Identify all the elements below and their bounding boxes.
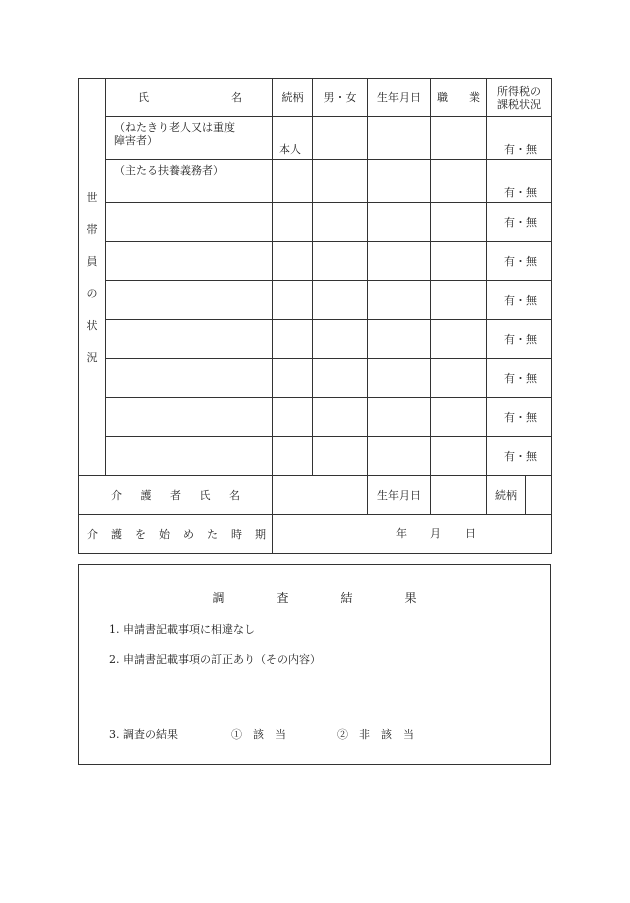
row-name[interactable]	[106, 281, 273, 320]
side-char: 世	[86, 190, 98, 204]
option-applicable[interactable]: ① 該 当	[231, 728, 286, 741]
side-char: 帯	[86, 222, 98, 236]
row-name[interactable]	[106, 437, 273, 476]
row-gender[interactable]	[313, 242, 368, 281]
header-job: 職 業	[431, 79, 487, 117]
result-item-3: 3. 調査の結果 ① 該 当 ② 非 該 当	[109, 728, 414, 741]
row-tax[interactable]: 有・無	[487, 437, 552, 476]
row-relation[interactable]	[273, 281, 313, 320]
row-birth[interactable]	[368, 359, 431, 398]
row1-birth[interactable]	[368, 117, 431, 160]
row-job[interactable]	[431, 203, 487, 242]
row-tax[interactable]: 有・無	[487, 203, 552, 242]
row-birth[interactable]	[368, 320, 431, 359]
caregiver-name-label: 介 護 者 氏 名	[79, 476, 273, 515]
row-name[interactable]	[106, 320, 273, 359]
caregiver-relation-label: 続柄	[487, 476, 526, 515]
option-not-applicable[interactable]: ② 非 該 当	[337, 728, 414, 741]
care-start-label: 介 護 を 始 め た 時 期	[79, 515, 273, 554]
row-job[interactable]	[431, 281, 487, 320]
row-tax[interactable]: 有・無	[487, 398, 552, 437]
header-tax: 所得税の 課税状況	[487, 79, 552, 117]
household-side-label	[79, 79, 106, 476]
row2-tax[interactable]: 有・無	[487, 160, 552, 203]
result-item-1: 1. 申請書記載事項に相違なし	[109, 623, 255, 636]
row-job[interactable]	[431, 437, 487, 476]
row1-name-note: （ねたきり老人又は重度 障害者）	[106, 117, 273, 160]
month-label: 月	[430, 527, 441, 540]
result-title: 調 査 結 果	[212, 591, 417, 605]
header-relation: 続柄	[273, 79, 313, 117]
row-gender[interactable]	[313, 398, 368, 437]
side-char: の	[86, 286, 98, 300]
side-char: 状	[86, 318, 98, 332]
row-job[interactable]	[431, 359, 487, 398]
day-label: 日	[465, 527, 476, 540]
header-birth: 生年月日	[368, 79, 431, 117]
row-relation[interactable]	[273, 320, 313, 359]
caregiver-name-field[interactable]	[273, 476, 368, 515]
row2-birth[interactable]	[368, 160, 431, 203]
row2-gender[interactable]	[313, 160, 368, 203]
row1-gender[interactable]	[313, 117, 368, 160]
row-name[interactable]	[106, 242, 273, 281]
row-relation[interactable]	[273, 242, 313, 281]
row-job[interactable]	[431, 398, 487, 437]
row-gender[interactable]	[313, 320, 368, 359]
header-name: 氏 名	[106, 79, 273, 117]
row-birth[interactable]	[368, 281, 431, 320]
caregiver-birth-label: 生年月日	[368, 476, 431, 515]
row-name[interactable]	[106, 398, 273, 437]
caregiver-relation-field[interactable]	[526, 476, 552, 515]
side-char: 員	[86, 254, 98, 268]
header-gender: 男・女	[313, 79, 368, 117]
row1-tax[interactable]: 有・無	[487, 117, 552, 160]
care-start-date[interactable]	[273, 515, 552, 554]
row-relation[interactable]	[273, 203, 313, 242]
row-birth[interactable]	[368, 398, 431, 437]
row-name[interactable]	[106, 359, 273, 398]
result-item-2: 2. 申請書記載事項の訂正あり（その内容）	[109, 653, 321, 666]
row-gender[interactable]	[313, 359, 368, 398]
row2-name-note: （主たる扶養義務者）	[106, 160, 273, 203]
row-birth[interactable]	[368, 242, 431, 281]
row-relation[interactable]	[273, 359, 313, 398]
row-gender[interactable]	[313, 281, 368, 320]
row-gender[interactable]	[313, 203, 368, 242]
row-tax[interactable]: 有・無	[487, 281, 552, 320]
year-label: 年	[396, 527, 407, 540]
household-table	[78, 78, 552, 554]
row-tax[interactable]: 有・無	[487, 359, 552, 398]
row-relation[interactable]	[273, 437, 313, 476]
row2-job[interactable]	[431, 160, 487, 203]
side-char: 況	[86, 350, 98, 364]
row-name[interactable]	[106, 203, 273, 242]
row-job[interactable]	[431, 242, 487, 281]
investigation-result-box	[78, 564, 551, 765]
row-gender[interactable]	[313, 437, 368, 476]
row2-relation[interactable]	[273, 160, 313, 203]
row-birth[interactable]	[368, 437, 431, 476]
row-relation[interactable]	[273, 398, 313, 437]
row1-job[interactable]	[431, 117, 487, 160]
row1-relation: 本人	[273, 117, 313, 160]
row-birth[interactable]	[368, 203, 431, 242]
row-job[interactable]	[431, 320, 487, 359]
row-tax[interactable]: 有・無	[487, 320, 552, 359]
row-tax[interactable]: 有・無	[487, 242, 552, 281]
caregiver-birth-field[interactable]	[431, 476, 487, 515]
